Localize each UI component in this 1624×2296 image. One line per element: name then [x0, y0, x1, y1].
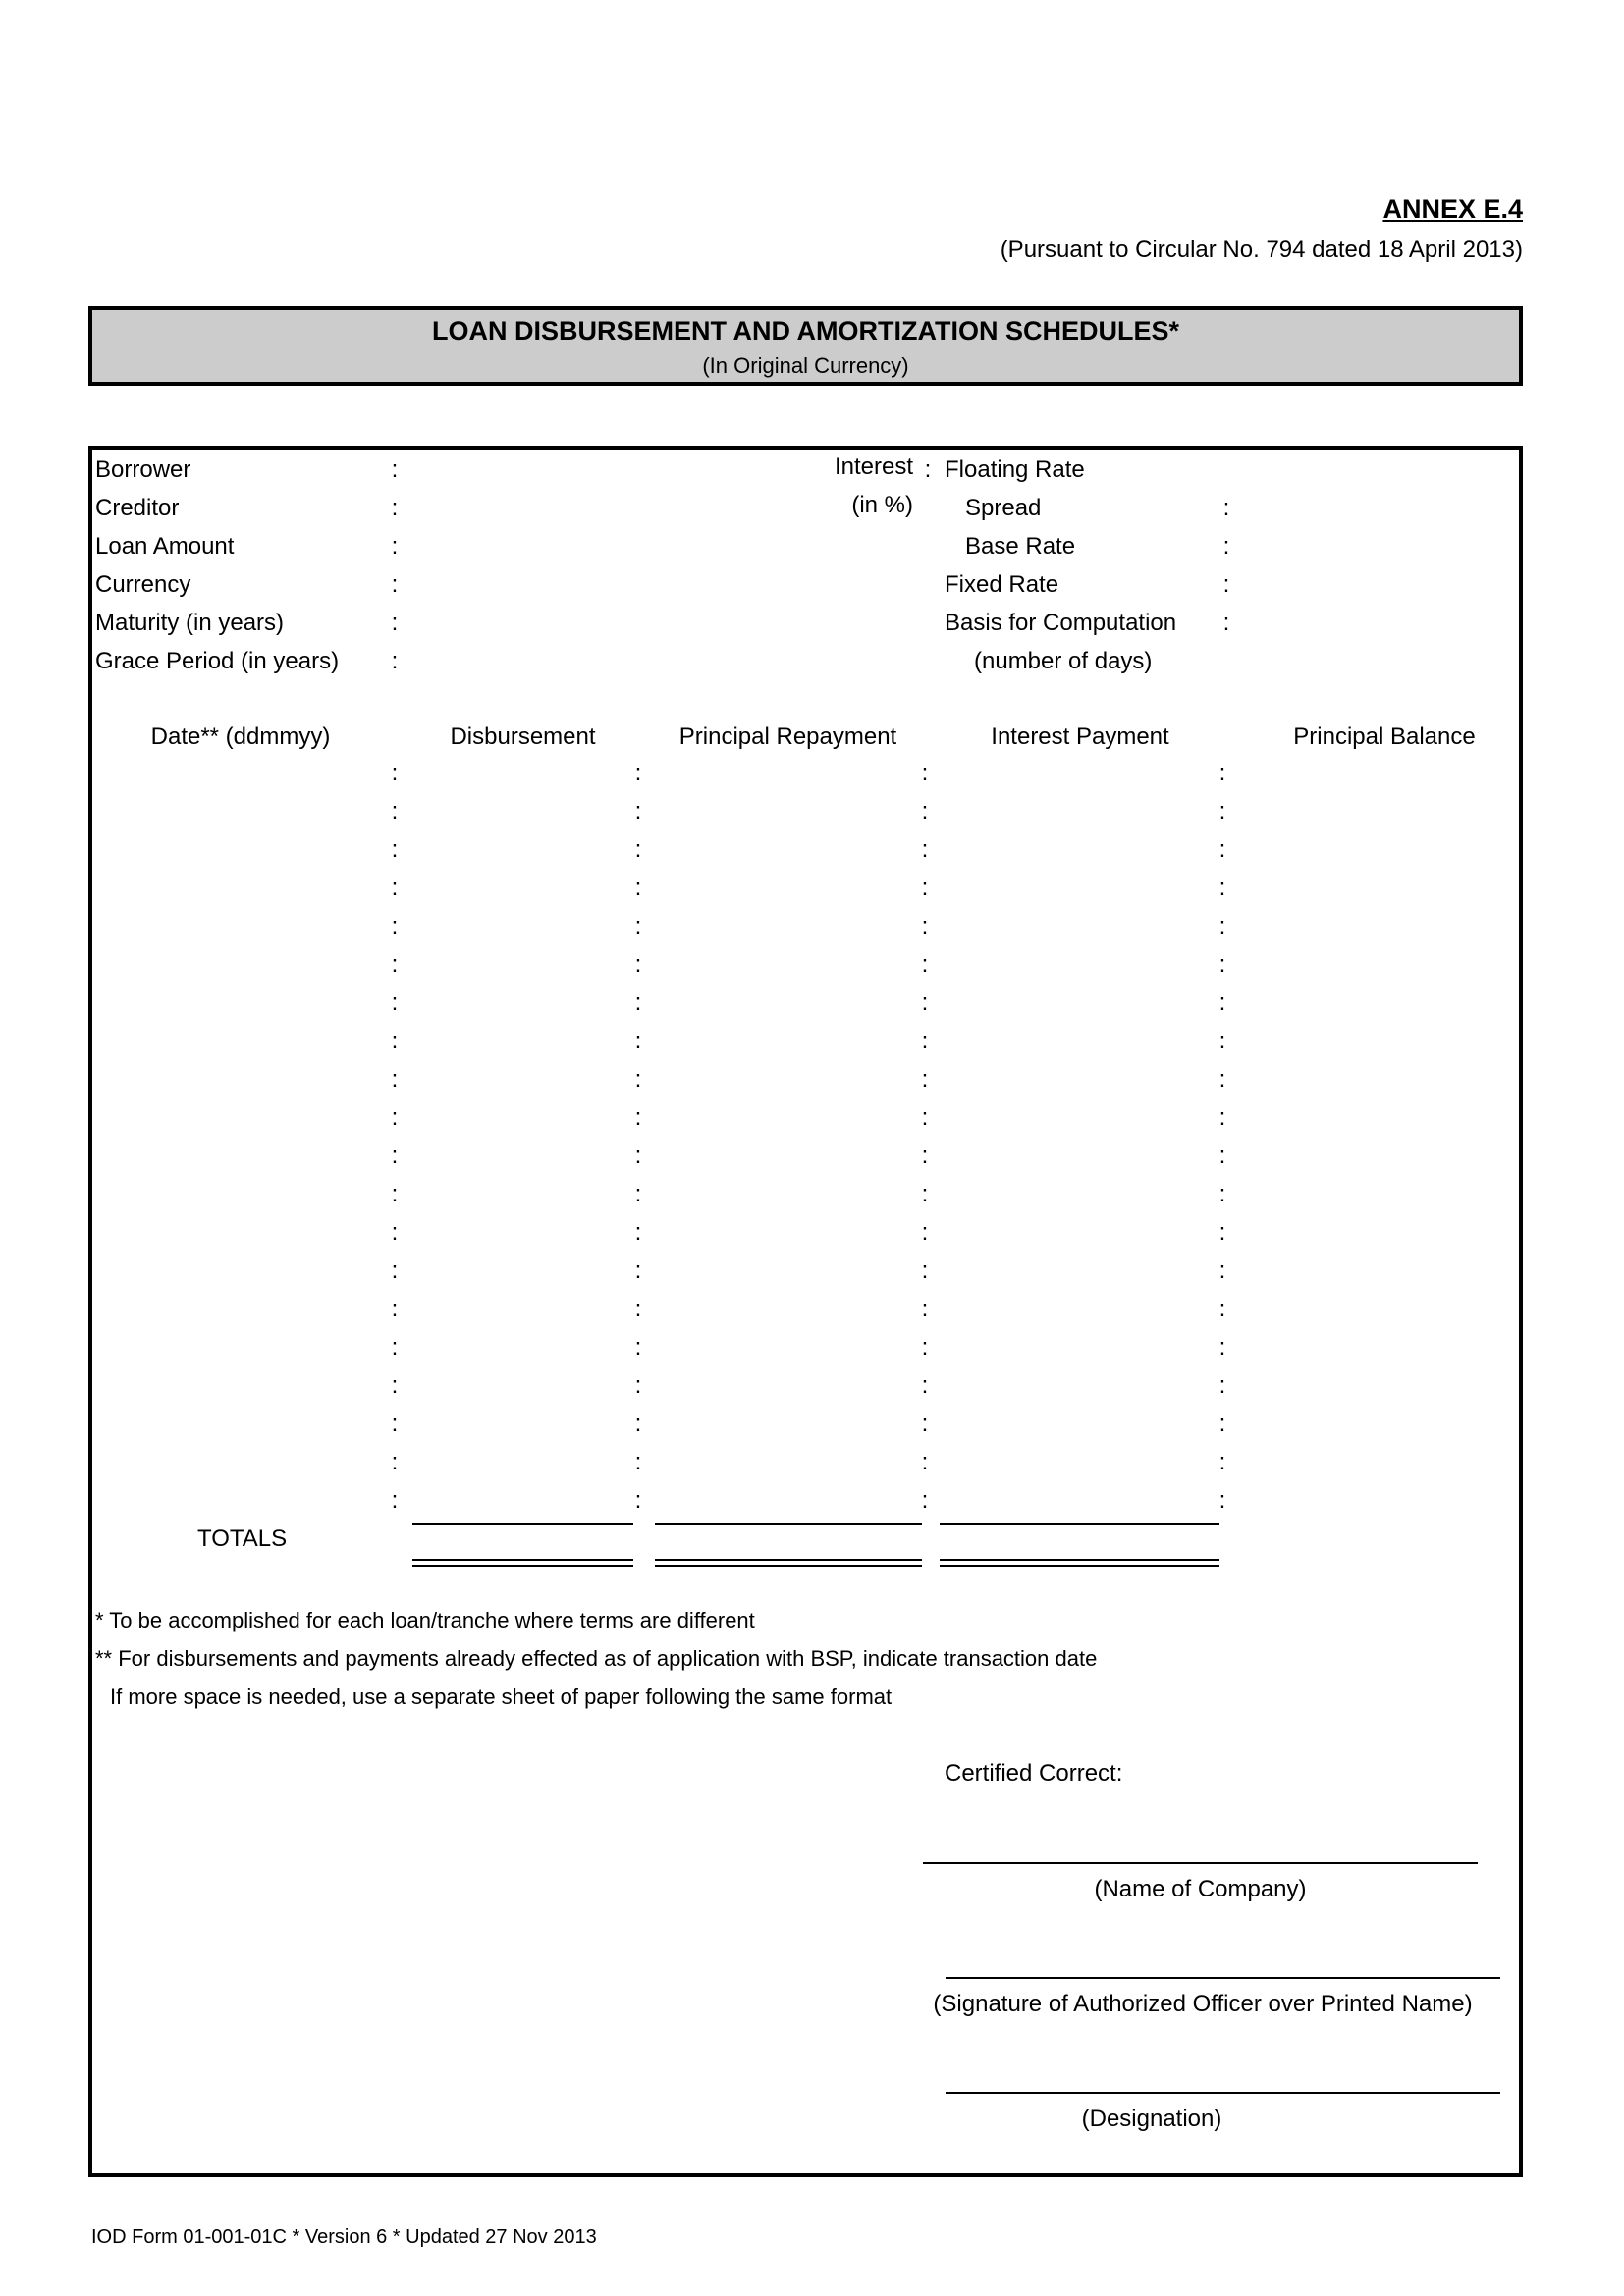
- row-colon: :: [634, 836, 642, 863]
- row-colon: :: [391, 1449, 399, 1475]
- currency-colon: :: [391, 571, 399, 598]
- borrower-label: Borrower: [95, 456, 191, 483]
- row-colon: :: [1218, 1181, 1226, 1207]
- interest-label: Interest: [834, 454, 913, 480]
- row-colon: :: [1218, 1411, 1226, 1437]
- row-colon: :: [1218, 1372, 1226, 1399]
- row-colon: :: [391, 1181, 399, 1207]
- grace-period-colon: :: [391, 648, 399, 674]
- row-colon: :: [1218, 951, 1226, 978]
- floating-rate-label: Floating Rate: [945, 456, 1085, 483]
- page-subtitle: (In Original Currency): [702, 353, 909, 378]
- row-colon: :: [1218, 1296, 1226, 1322]
- row-colon: :: [921, 1219, 929, 1246]
- header-disbursement: Disbursement: [450, 723, 596, 750]
- row-colon: :: [634, 951, 642, 978]
- row-colon: :: [634, 1296, 642, 1322]
- row-colon: :: [634, 875, 642, 901]
- row-colon: :: [634, 1257, 642, 1284]
- row-colon: :: [1218, 1487, 1226, 1514]
- header-principal-repayment: Principal Repayment: [678, 723, 897, 750]
- grace-period-label: Grace Period (in years): [95, 648, 340, 674]
- row-colon: :: [391, 1411, 399, 1437]
- row-colon: :: [921, 1257, 929, 1284]
- row-colon: :: [391, 760, 399, 786]
- annex-title: ANNEX E.4: [1382, 194, 1523, 224]
- row-colon: :: [1218, 1066, 1226, 1093]
- row-colon: :: [634, 1066, 642, 1093]
- row-colon: :: [921, 1487, 929, 1514]
- row-colon: :: [921, 836, 929, 863]
- header-principal-balance: Principal Balance: [1293, 723, 1476, 750]
- row-colon: :: [921, 1411, 929, 1437]
- row-colon: :: [634, 1334, 642, 1361]
- page-title: LOAN DISBURSEMENT AND AMORTIZATION SCHEDULES*: [432, 316, 1179, 346]
- row-colon: :: [921, 1296, 929, 1322]
- row-colon: :: [1218, 1219, 1226, 1246]
- row-colon: :: [391, 1219, 399, 1246]
- basis-days-label: (number of days): [974, 648, 1153, 674]
- base-rate-colon: :: [1222, 533, 1230, 560]
- base-rate-label: Base Rate: [965, 533, 1076, 560]
- totals-label: TOTALS: [197, 1525, 288, 1552]
- row-colon: :: [391, 913, 399, 939]
- title-box: [88, 306, 1523, 386]
- row-colon: :: [391, 1334, 399, 1361]
- row-colon: :: [921, 989, 929, 1016]
- row-colon: :: [1218, 1104, 1226, 1131]
- principal-repayment-subtotal-line: [655, 1523, 922, 1525]
- row-colon: :: [1218, 913, 1226, 939]
- row-colon: :: [921, 1449, 929, 1475]
- row-colon: :: [634, 1487, 642, 1514]
- row-colon: :: [921, 875, 929, 901]
- interest-payment-total-double-line: [940, 1559, 1219, 1567]
- basis-colon: :: [1222, 610, 1230, 636]
- row-colon: :: [634, 989, 642, 1016]
- row-colon: :: [391, 875, 399, 901]
- loan-amount-colon: :: [391, 533, 399, 560]
- row-colon: :: [391, 1257, 399, 1284]
- circular-reference: (Pursuant to Circular No. 794 dated 18 April 2013): [1000, 237, 1523, 263]
- interest-payment-subtotal-line: [940, 1523, 1219, 1525]
- disbursement-subtotal-line: [412, 1523, 633, 1525]
- header-date: Date** (ddmmyy): [150, 723, 331, 750]
- row-colon: :: [391, 1104, 399, 1131]
- row-colon: :: [921, 1181, 929, 1207]
- header-interest-payment: Interest Payment: [991, 723, 1169, 750]
- basis-computation-label: Basis for Computation: [945, 610, 1177, 636]
- company-name-line: [923, 1862, 1478, 1864]
- row-colon: :: [1218, 1449, 1226, 1475]
- creditor-colon: :: [391, 495, 399, 521]
- row-colon: :: [391, 1372, 399, 1399]
- row-colon: :: [634, 1411, 642, 1437]
- currency-label: Currency: [95, 571, 191, 598]
- borrower-colon: :: [391, 456, 399, 483]
- fixed-rate-label: Fixed Rate: [945, 571, 1059, 598]
- spread-colon: :: [1222, 495, 1230, 521]
- row-colon: :: [391, 1143, 399, 1169]
- row-colon: :: [391, 1066, 399, 1093]
- interest-unit-label: (in %): [851, 492, 913, 518]
- principal-repayment-total-double-line: [655, 1559, 922, 1567]
- row-colon: :: [921, 760, 929, 786]
- row-colon: :: [921, 913, 929, 939]
- row-colon: :: [634, 1449, 642, 1475]
- row-colon: :: [1218, 1334, 1226, 1361]
- row-colon: :: [1218, 1257, 1226, 1284]
- creditor-label: Creditor: [95, 495, 180, 521]
- row-colon: :: [391, 1296, 399, 1322]
- row-colon: :: [391, 1487, 399, 1514]
- row-colon: :: [634, 1219, 642, 1246]
- row-colon: :: [634, 1143, 642, 1169]
- row-colon: :: [634, 913, 642, 939]
- spread-label: Spread: [965, 495, 1042, 521]
- disbursement-total-double-line: [412, 1559, 633, 1567]
- form-id-footer: IOD Form 01-001-01C * Version 6 * Updated 27 Nov 2013: [91, 2226, 597, 2248]
- row-colon: :: [1218, 760, 1226, 786]
- designation-label: (Designation): [1081, 2106, 1222, 2132]
- row-colon: :: [391, 798, 399, 825]
- row-colon: :: [391, 989, 399, 1016]
- row-colon: :: [634, 760, 642, 786]
- company-name-label: (Name of Company): [1094, 1876, 1307, 1902]
- row-colon: :: [634, 1028, 642, 1054]
- row-colon: :: [921, 1334, 929, 1361]
- row-colon: :: [921, 1104, 929, 1131]
- maturity-label: Maturity (in years): [95, 610, 285, 636]
- note-1: * To be accomplished for each loan/tranche where terms are different: [95, 1608, 755, 1632]
- certified-correct-label: Certified Correct:: [945, 1760, 1123, 1787]
- row-colon: :: [391, 951, 399, 978]
- fixed-rate-colon: :: [1222, 571, 1230, 598]
- loan-amount-label: Loan Amount: [95, 533, 235, 560]
- row-colon: :: [1218, 989, 1226, 1016]
- row-colon: :: [634, 798, 642, 825]
- row-colon: :: [1218, 1028, 1226, 1054]
- row-colon: :: [921, 1066, 929, 1093]
- designation-line: [946, 2092, 1500, 2094]
- row-colon: :: [921, 951, 929, 978]
- row-colon: :: [921, 1143, 929, 1169]
- interest-colon: :: [924, 456, 932, 483]
- row-colon: :: [1218, 836, 1226, 863]
- note-2: ** For disbursements and payments already effected as of application with BSP, indicate transaction date: [95, 1646, 1098, 1671]
- row-colon: :: [1218, 798, 1226, 825]
- maturity-colon: :: [391, 610, 399, 636]
- form-box: [88, 446, 1523, 2177]
- signature-line: [946, 1977, 1500, 1979]
- row-colon: :: [921, 1372, 929, 1399]
- row-colon: :: [1218, 1143, 1226, 1169]
- row-colon: :: [921, 1028, 929, 1054]
- row-colon: :: [634, 1104, 642, 1131]
- row-colon: :: [634, 1372, 642, 1399]
- row-colon: :: [634, 1181, 642, 1207]
- row-colon: :: [391, 836, 399, 863]
- row-colon: :: [1218, 875, 1226, 901]
- signature-label: (Signature of Authorized Officer over Printed Name): [933, 1991, 1473, 2017]
- row-colon: :: [921, 798, 929, 825]
- note-3: If more space is needed, use a separate sheet of paper following the same format: [110, 1684, 893, 1709]
- row-colon: :: [391, 1028, 399, 1054]
